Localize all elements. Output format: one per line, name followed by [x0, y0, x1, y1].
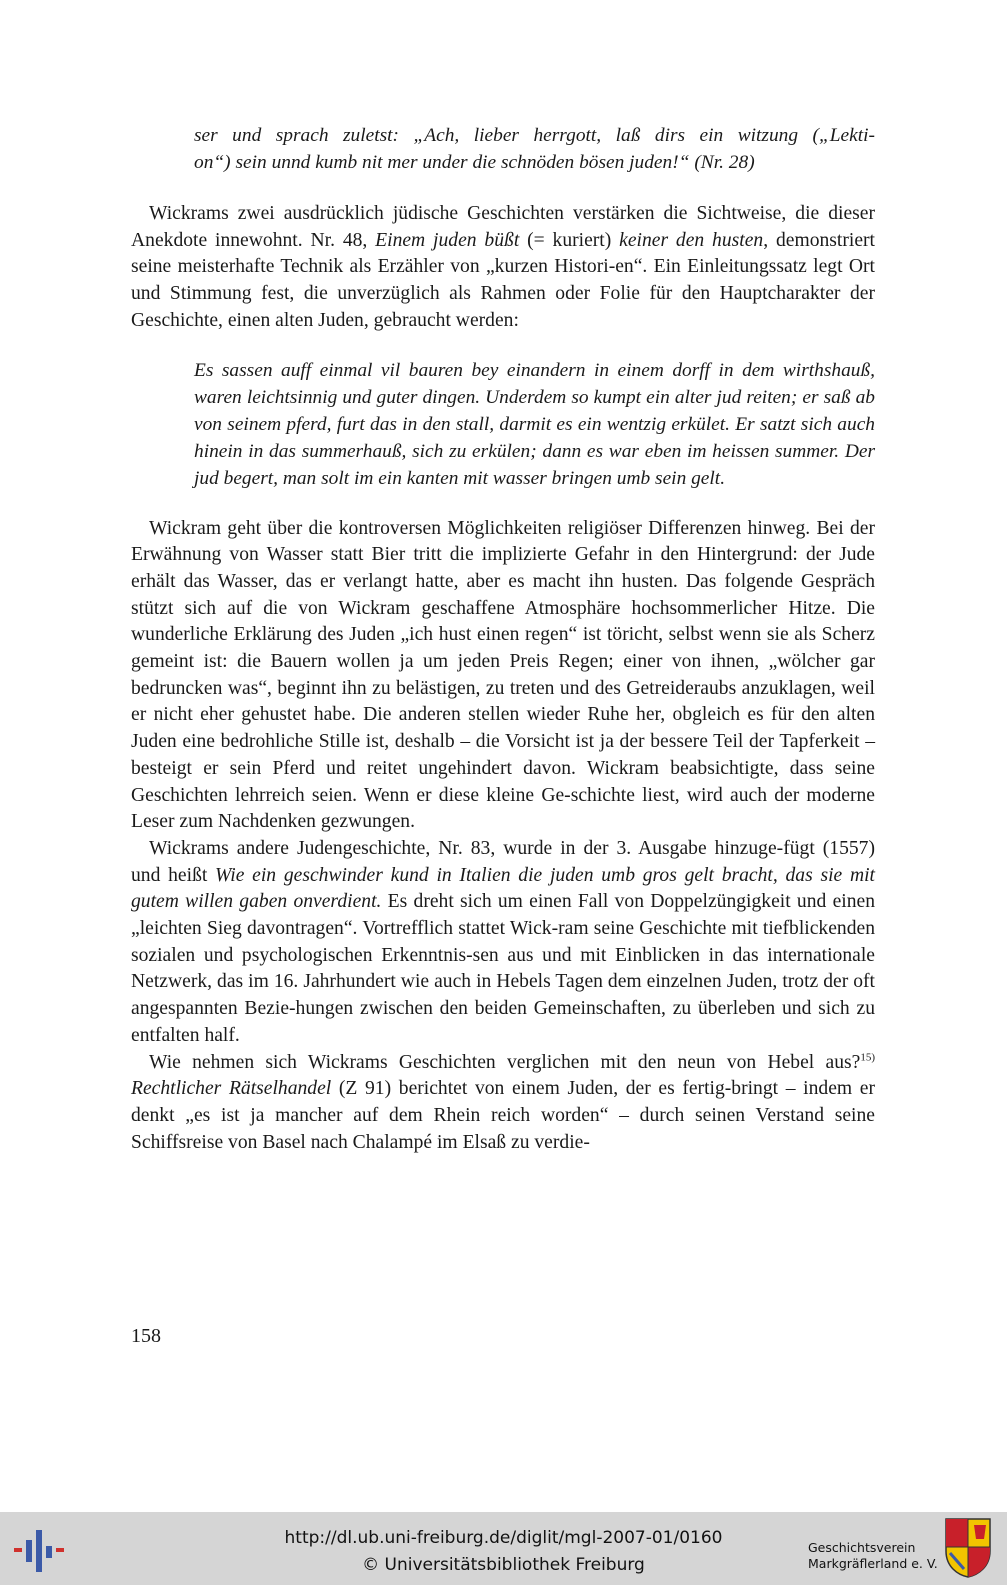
story-title-z91: Rechtlicher Rätselhandel — [131, 1078, 332, 1100]
coat-of-arms-icon — [944, 1517, 992, 1579]
block-quote-1 — [194, 122, 875, 176]
footer-bar — [0, 1512, 1007, 1585]
page-body — [131, 122, 875, 1156]
block-quote-2: Es sassen auff einmal vil bauren bey einandern in einem dorff in dem wirthshauß, waren leichtsinnig und guter dingen. Underdem so kumpt ein alter jud reiten; er saß ab von seinem pferd, furt das in den stall, darmit es ein wentzig erkület. Er satzt sich auch hinein in das summerhauß, sich zu erkülen; dann es war eben im heissen summer. Der jud begert, man solt im ein kanten mit wasser bringen umb sein gelt. — [194, 359, 875, 489]
paragraph-4: Wie nehmen sich Wickrams Geschichten verglichen mit den neun von Hebel aus?$^{15)}$ Rechtlicher Rätselhandel (Z 91) berichtet von einem Juden, der es fertig-bringt – indem er denkt „es ist ja mancher auf dem Rhein reich worden“ – durch seinen Verstand seine Schiffsreise von Basel nach Chalampé im Elsaß zu verdie- — [131, 1051, 875, 1153]
quote-1-line-1: ser und sprach zuletst: „Ach, lieber herrgott, laß dirs ein witzung („Lekti- — [194, 125, 875, 146]
page-number: 158 — [131, 1325, 161, 1347]
paragraph-2: Wickram geht über die kontroversen Möglichkeiten religiöser Differenzen hinweg. Bei der Erwähnung von Wasser statt Bier tritt die implizierte Gefahr in den Hintergrund: der Jude erhält das Wasser, das er verlangt hatte, aber es macht ihn husten. Das folgende Gespräch stützt sich auf die von Wickram geschaffene Atmosphäre hochsommerlicher Hitze. Die wunderliche Erklärung des Juden „ich hust einen regen“ ist töricht, selbst wenn sie als Scherz gemeint ist: die Bauern wollen ja um jeden Preis Regen; einer von ihnen, „wölcher gar bedruncken was“, beginnt ihn zu belästigen, zu treten und des Getreideraubs anzuklagen, weil er nicht eher gehustet habe. Die anderen stellen wieder Ruhe her, obgleich es für den alten Juden eine bedrohliche Stille ist, deshalb – die Vorsicht ist ja der bessere Teil der Tapferkeit – besteigt er sein Pferd und reitet ungehindert davon. Wickram beabsichtigte, dass seine Geschichten lehrreich seien. Wenn er diese kleine Ge-schichte liest, wird auch der moderne Leser zum Nachdenken gezwungen. — [131, 517, 875, 833]
footnote-ref[interactable]: 15) — [860, 1051, 875, 1064]
story-title-48: Einem juden büßt — [375, 229, 520, 251]
story-title-48-cont: keiner den husten — [619, 229, 764, 251]
paragraph-1: Wickrams zwei ausdrücklich jüdische Geschichten verstärken die Sichtweise, die dieser Anekdote innewohnt. Nr. 48, Einem juden büßt (= kuriert) keiner den husten, demonstriert seine meisterhafte Technik als Erzähler von „kurzen Histori-en“. Ein Einleitungssatz legt Ort und Stimmung fest, die unverzüglich als Rahmen oder Folie für den Hauptcharakter der Geschichte, einen alten Juden, gebraucht werden: — [131, 203, 875, 331]
story-title-83: Wie ein geschwinder kund in Italien die juden umb gros gelt bracht, das sie mit gutem willen gaben onverdient. — [131, 864, 875, 913]
quote-1-line-2: on“) sein unnd kumb nit mer under die schnöden bösen juden!“ (Nr. 28) — [194, 152, 755, 173]
copyright-text: © Universitätsbibliothek Freiburg — [362, 1555, 645, 1575]
paragraph-3: Wickrams andere Judengeschichte, Nr. 83, wurde in der 3. Ausgabe hinzuge-fügt (1557) und heißt Wie ein geschwinder kund in Italien die juden umb gros gelt bracht, das sie mit gutem willen gaben onverdient. Es dreht sich um einen Fall von Doppelzüngigkeit und einen „leichten Sieg davontragen“. Vortrefflich stattet Wick-ram seine Geschichte mit tiefblickenden sozialen und psychologischen Erkenntnis-sen aus und mit Einblicken in das internationale Netzwerk, das im 16. Jahrhundert wie auch in Hebels Tagen dem einzelnen Juden, trotz der oft angespannten Bezie-hungen zwischen den beiden Gemeinschaften, zu überleben und sich zu entfalten half. — [131, 837, 876, 1046]
society-name: Geschichtsverein Markgräflerland e. V. — [808, 1540, 938, 1571]
permalink-url[interactable]: http://dl.ub.uni-freiburg.de/diglit/mgl-2007-01/0160 — [284, 1528, 723, 1548]
